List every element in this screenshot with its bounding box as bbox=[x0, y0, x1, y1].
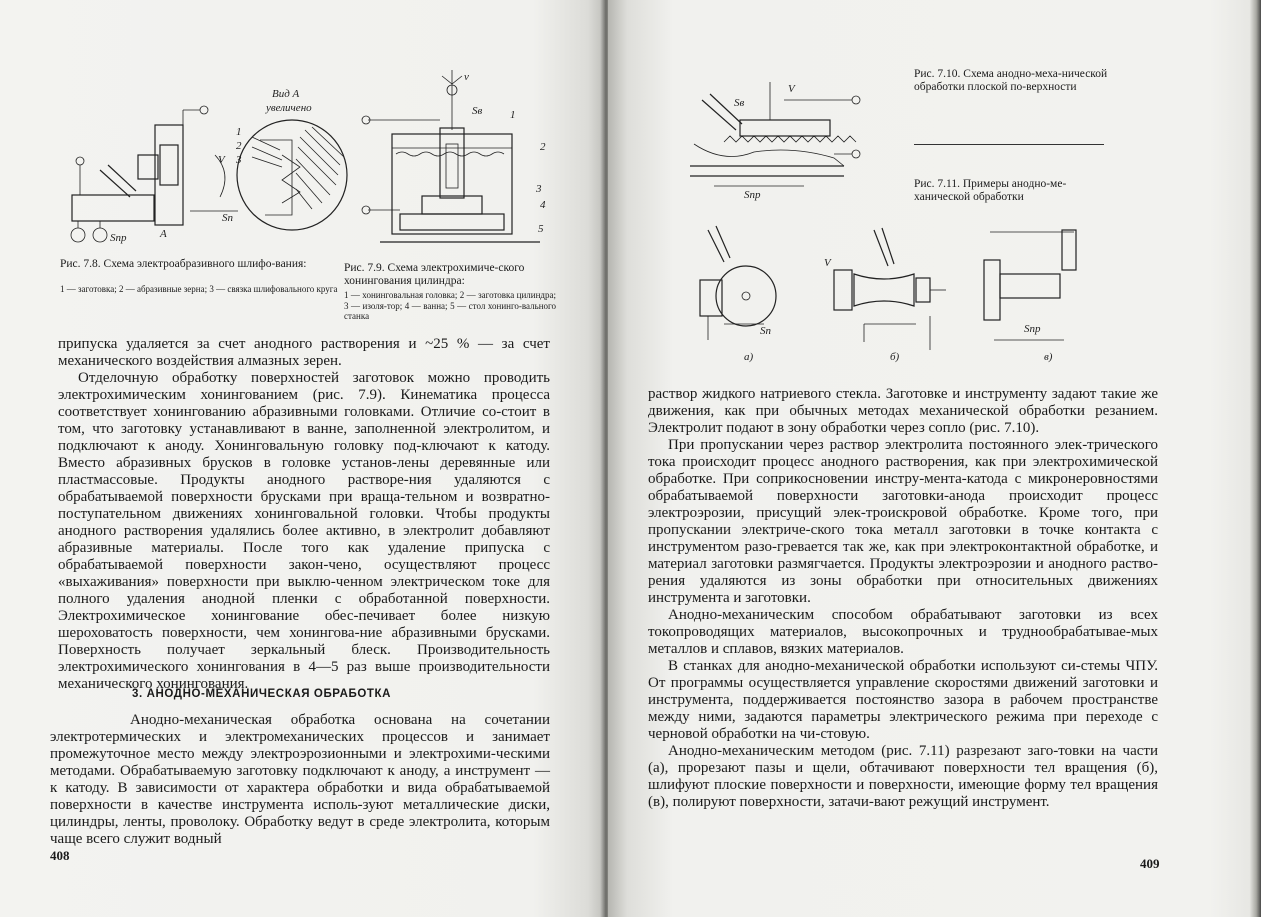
paragraph: раствор жидкого натриевого стекла. Заготовке и инструменту задают такие же движения, как при обычных методах механической обработки резанием. Электролит подают в зону обработки через сопло (рис. 7.10). bbox=[648, 386, 1158, 436]
paragraph: припуска удаляется за счет анодного растворения и ~25 % — за счет механического воздействия алмазных зерен. bbox=[58, 336, 550, 369]
paragraph: Анодно-механическим способом обрабатывают заготовки из всех токопроводящих материалов, высокопрочных и труднообрабатывае-мых металлов и сплавов, вязких материалов. bbox=[648, 607, 1158, 657]
fig-7-11-label-c: в) bbox=[1044, 351, 1053, 363]
fig-7-8-label-a: A bbox=[160, 228, 167, 240]
fig-7-10-label-snp: Sпр bbox=[744, 189, 761, 201]
fig-7-9-drawing bbox=[360, 70, 560, 250]
fig-7-11-label-sn: Sn bbox=[760, 325, 771, 337]
fig-7-9-label-sb: Sв bbox=[472, 105, 483, 117]
page-number-left: 408 bbox=[50, 848, 70, 863]
fig-7-10-label-v: V bbox=[788, 83, 795, 95]
fig-7-8-label-n3: 3 bbox=[236, 154, 242, 166]
fig-7-10-caption: Рис. 7.10. Схема анодно-меха-нической обработки плоской по-верхности bbox=[914, 68, 1108, 93]
fig-7-8-label-n1: 1 bbox=[236, 126, 242, 138]
fig-7-9-caption: Рис. 7.9. Схема электрохимиче-ского хонингования цилиндра: bbox=[344, 262, 525, 287]
fig-7-11-caption: Рис. 7.11. Примеры анодно-ме-ханической обработки bbox=[914, 178, 1067, 203]
left-page bbox=[0, 0, 606, 917]
fig-7-11-label-a: а) bbox=[744, 351, 754, 363]
fig-7-11-label-v: V bbox=[824, 257, 831, 269]
fig-7-9-label-n2: 2 bbox=[540, 141, 546, 153]
fig-7-9-label-n5: 5 bbox=[538, 223, 544, 235]
fig-7-10-drawing bbox=[684, 72, 914, 202]
fig-7-9-legend: 1 — хонинговальная головка; 2 — заготовка цилиндра; 3 — изоля-тор; 4 — ванна; 5 — стол хонинго-вального станка bbox=[344, 290, 556, 321]
fig-7-10-label-sb: Sв bbox=[734, 97, 745, 109]
fig-7-9-label-n3: 3 bbox=[536, 183, 542, 195]
right-body-text bbox=[648, 386, 1158, 811]
paragraph: Анодно-механическая обработка основана на сочетании электротермических и электромеханических процессов и занимает промежуточное место между электроэрозионными и электрохими-ческими методами. Обрабатываемую заготовку подключают к аноду, а инструмент — к катоду. В зависимости от характера обработки и вида обрабатываемой поверхности в качестве инструмента исполь-зуют металлические диски, цилиндры, ленты, проволоку. Обработку ведут в среде электролита, которым чаще всего служит водный bbox=[50, 712, 550, 847]
fig-7-8-label-n2: 2 bbox=[236, 140, 242, 152]
fig-7-8-label-enlarged: увеличено bbox=[266, 102, 312, 114]
fig-7-9-label-n1: 1 bbox=[510, 109, 516, 121]
paragraph: Анодно-механическим методом (рис. 7.11) разрезают заго-товки на части (а), прорезают пазы и щели, обтачивают поверхности тел вращения (б), шлифуют плоские поверхности и поверхности, имеющие форму тел вращения (в), полируют поверхности, затачи-вают режущий инструмент. bbox=[648, 743, 1158, 810]
fig-7-9-label-n4: 4 bbox=[540, 199, 546, 211]
left-section-text bbox=[50, 712, 550, 848]
paragraph: В станках для анодно-механической обработки используют си-стемы ЧПУ. От программы осуществляется управление скоростями движений заготовки и инструмента, поддерживается постоянство зазора в рабочем пространстве между ними, задаются параметры электрического режима при переходе с черновой обработки на чи-стовую. bbox=[648, 658, 1158, 742]
paragraph: При пропускании через раствор электролита постоянного элек-трического тока происходит процесс анодного растворения, как при электрохимической обработке. При соприкосновении инстру-мента-катода с микронеровностями обрабатываемой поверхности заготовки-анода происходит процесс электроэрозии, присущий элек-троискровой обработке. Кроме того, при пропускании электриче-ского тока металл заготовки в точке контакта с инструментом разо-гревается так же, как при электроконтактной обработке, и материал заготовки размягчается. Продукты электроэрозии и анодного раство-рения удаляются из зоны обработки при относительных движениях инструмента и заготовки. bbox=[648, 437, 1158, 606]
book-edge bbox=[1249, 0, 1261, 917]
fig-7-8-legend: 1 — заготовка; 2 — абразивные зерна; 3 — связка шлифовального круга bbox=[60, 284, 338, 294]
fig-7-11-label-b: б) bbox=[890, 351, 900, 363]
fig-7-11-drawing bbox=[694, 220, 1104, 370]
fig-7-11-label-snp: Sпр bbox=[1024, 323, 1041, 335]
right-page bbox=[608, 0, 1261, 917]
divider bbox=[914, 144, 1104, 145]
fig-7-8-label-snp: Sпр bbox=[110, 232, 127, 244]
fig-7-8-label-view: Вид А bbox=[272, 88, 300, 100]
fig-7-8-label-v: V bbox=[218, 154, 225, 166]
left-body-text bbox=[58, 336, 550, 693]
fig-7-9-label-v: v bbox=[464, 71, 469, 83]
fig-7-8-drawing bbox=[60, 85, 350, 255]
fig-7-8-caption: Рис. 7.8. Схема электроабразивного шлифо-вания: bbox=[60, 258, 307, 270]
page-number-right: 409 bbox=[1140, 856, 1160, 871]
fig-7-8-label-sn: Sn bbox=[222, 212, 233, 224]
paragraph: Отделочную обработку поверхностей заготовок можно проводить электрохимическим хонингованием (рис. 7.9). Кинематика процесса соответствует хонингованию абразивными головками. Отличие со-стоит в том, что заготовку устанавливают в ванне, заполненной электролитом, и подключают к аноду. Хонинговальную головку под-ключают к катоду. Вместо абразивных брусков в головке установ-лены деревянные или пластмассовые. Продукты анодного растворе-ния удаляются с обрабатываемой поверхности брусками при враща-тельном и возвратно-поступательном движениях хонинговальной головки. Чтобы продукты анодного растворения удалялись более активно, в электролит добавляют абразивные материалы. После того как удаление припуска с обрабатываемой поверхности закон-чено, осуществляют процесс «выхаживания» поверхности при выклю-ченном электрическом токе для полного удаления анодной пленки с обработанной поверхности. Электрохимическое хонингование обес-печивает более низкую шероховатость поверхности, чем хонингова-ние абразивными брусками. Поверхность получает зеркальный блеск. Производительность электрохимического хонингования в 4—5 раз выше производительности механического хонингования. bbox=[58, 370, 550, 692]
section-heading: 3. АНОДНО-МЕХАНИЧЕСКАЯ ОБРАБОТКА bbox=[132, 688, 392, 700]
